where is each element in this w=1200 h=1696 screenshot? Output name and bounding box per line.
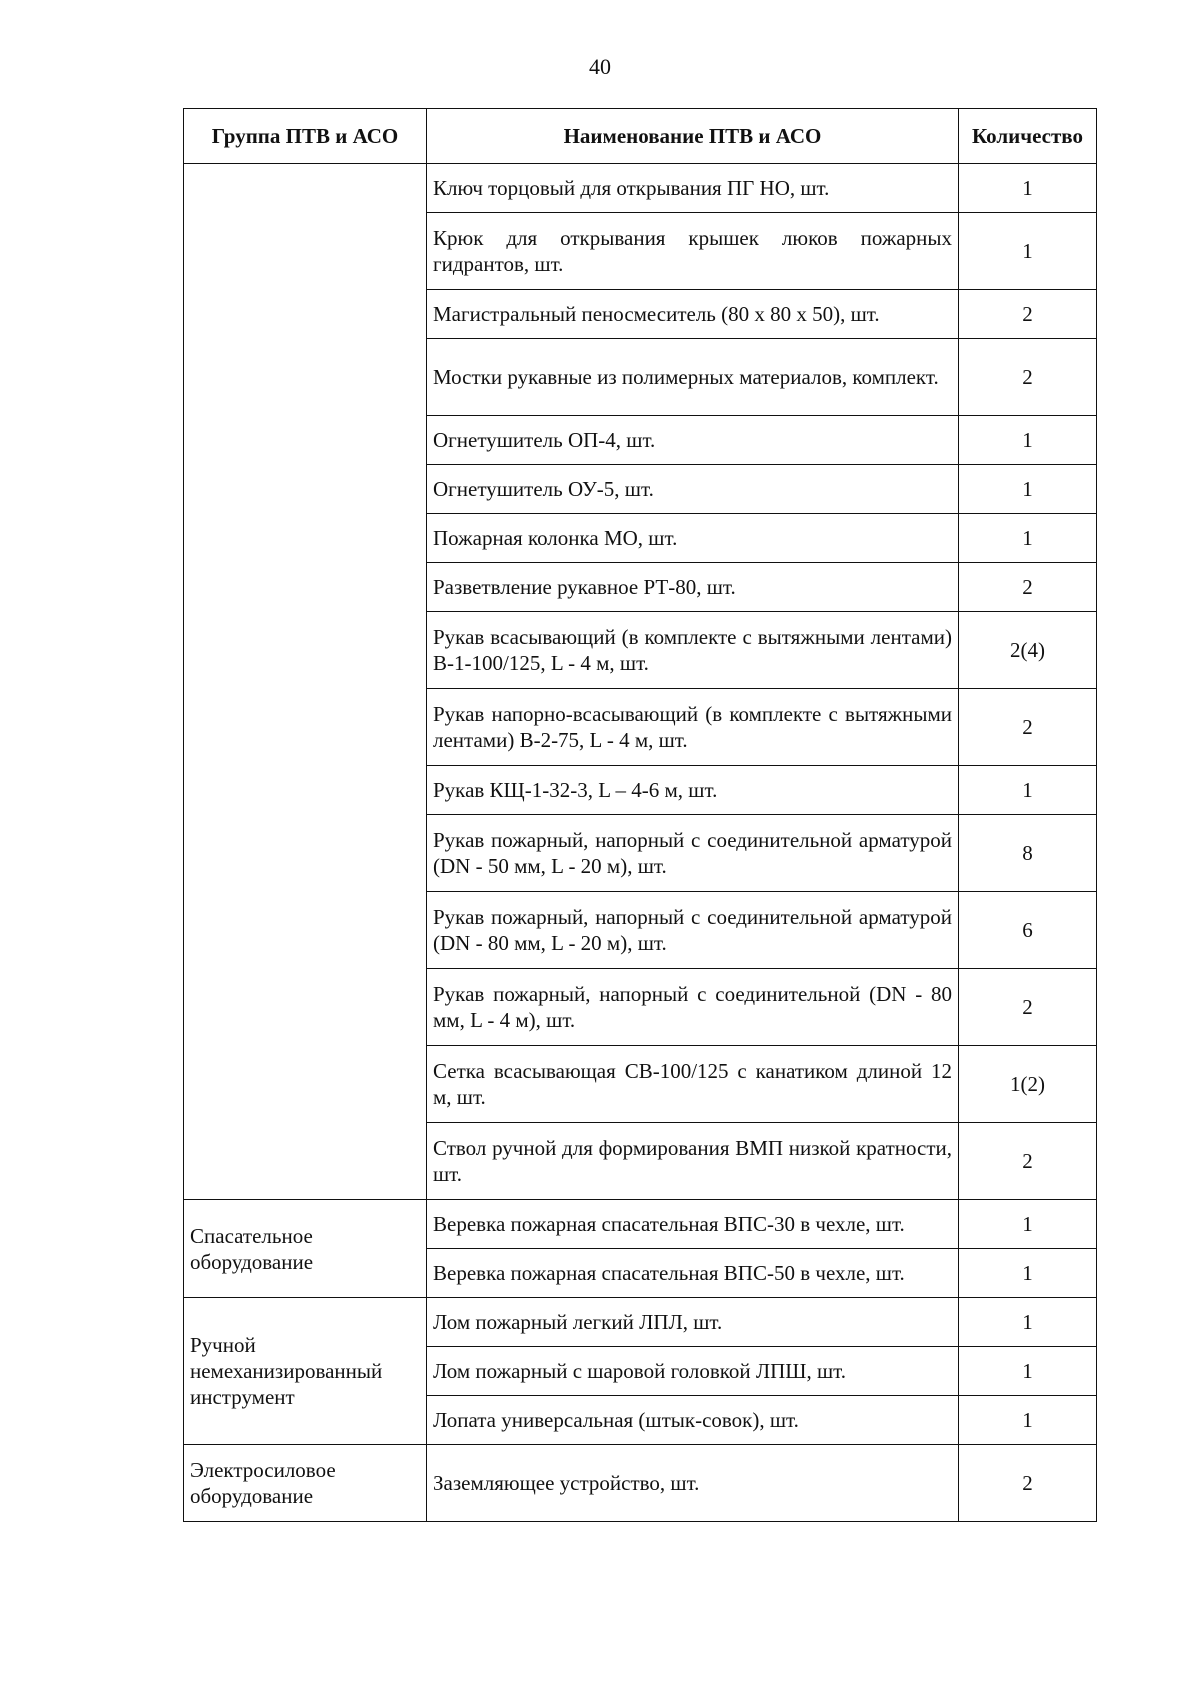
item-name-cell: Рукав всасывающий (в комплекте с вытяжными лентами) В-1-100/125, L - 4 м, шт.	[427, 612, 959, 689]
item-quantity-cell: 2	[959, 969, 1097, 1046]
item-name-cell: Рукав напорно-всасывающий (в комплекте с вытяжными лентами) В-2-75, L - 4 м, шт.	[427, 689, 959, 766]
header-group: Группа ПТВ и АСО	[184, 109, 427, 164]
table-row	[184, 1445, 1097, 1522]
item-quantity-cell: 2	[959, 689, 1097, 766]
table-row	[184, 1200, 1097, 1249]
item-quantity-cell: 6	[959, 892, 1097, 969]
item-quantity-cell: 1	[959, 766, 1097, 815]
item-quantity-cell: 1	[959, 465, 1097, 514]
item-name-cell: Магистральный пеносмеситель (80 х 80 х 50), шт.	[427, 290, 959, 339]
header-name: Наименование ПТВ и АСО	[427, 109, 959, 164]
item-name-cell: Рукав пожарный, напорный с соединительной арматурой (DN - 80 мм, L - 20 м), шт.	[427, 892, 959, 969]
item-quantity-cell: 1	[959, 213, 1097, 290]
item-name-cell: Огнетушитель ОП-4, шт.	[427, 416, 959, 465]
item-name-cell: Заземляющее устройство, шт.	[427, 1445, 959, 1522]
item-quantity-cell: 1	[959, 1298, 1097, 1347]
item-name-cell: Крюк для открывания крышек люков пожарных гидрантов, шт.	[427, 213, 959, 290]
item-quantity-cell: 1	[959, 1347, 1097, 1396]
group-cell: Спасательное оборудование	[184, 1200, 427, 1298]
item-quantity-cell: 2(4)	[959, 612, 1097, 689]
table-row	[184, 1298, 1097, 1347]
group-cell: Ручной немеханизированный инструмент	[184, 1298, 427, 1445]
item-quantity-cell: 2	[959, 563, 1097, 612]
item-name-cell: Пожарная колонка МО, шт.	[427, 514, 959, 563]
item-name-cell: Огнетушитель ОУ-5, шт.	[427, 465, 959, 514]
item-quantity-cell: 1(2)	[959, 1046, 1097, 1123]
item-name-cell: Веревка пожарная спасательная ВПС-30 в чехле, шт.	[427, 1200, 959, 1249]
item-quantity-cell: 1	[959, 416, 1097, 465]
group-cell: Электросиловое оборудование	[184, 1445, 427, 1522]
item-name-cell: Ключ торцовый для открывания ПГ НО, шт.	[427, 164, 959, 213]
item-name-cell: Сетка всасывающая СВ-100/125 с канатиком длиной 12 м, шт.	[427, 1046, 959, 1123]
item-quantity-cell: 8	[959, 815, 1097, 892]
item-name-cell: Ствол ручной для формирования ВМП низкой кратности, шт.	[427, 1123, 959, 1200]
item-name-cell: Разветвление рукавное РТ-80, шт.	[427, 563, 959, 612]
table-header-row	[184, 109, 1097, 164]
header-quantity: Количество	[959, 109, 1097, 164]
item-name-cell: Лопата универсальная (штык-совок), шт.	[427, 1396, 959, 1445]
item-quantity-cell: 2	[959, 339, 1097, 416]
item-quantity-cell: 1	[959, 1396, 1097, 1445]
page-number: 40	[589, 54, 611, 79]
item-name-cell: Лом пожарный легкий ЛПЛ, шт.	[427, 1298, 959, 1347]
equipment-table	[183, 108, 1097, 1522]
group-cell	[184, 164, 427, 1200]
item-quantity-cell: 2	[959, 1123, 1097, 1200]
item-quantity-cell: 2	[959, 1445, 1097, 1522]
item-name-cell: Мостки рукавные из полимерных материалов, комплект.	[427, 339, 959, 416]
item-quantity-cell: 1	[959, 514, 1097, 563]
item-name-cell: Рукав пожарный, напорный с соединительной арматурой (DN - 50 мм, L - 20 м), шт.	[427, 815, 959, 892]
table-row	[184, 164, 1097, 213]
item-quantity-cell: 1	[959, 164, 1097, 213]
item-name-cell: Рукав КЩ-1-32-3, L – 4-6 м, шт.	[427, 766, 959, 815]
item-quantity-cell: 1	[959, 1200, 1097, 1249]
item-name-cell: Рукав пожарный, напорный с соединительной (DN - 80 мм, L - 4 м), шт.	[427, 969, 959, 1046]
item-quantity-cell: 1	[959, 1249, 1097, 1298]
table-body	[184, 164, 1097, 1522]
item-name-cell: Веревка пожарная спасательная ВПС-50 в чехле, шт.	[427, 1249, 959, 1298]
item-name-cell: Лом пожарный с шаровой головкой ЛПШ, шт.	[427, 1347, 959, 1396]
item-quantity-cell: 2	[959, 290, 1097, 339]
